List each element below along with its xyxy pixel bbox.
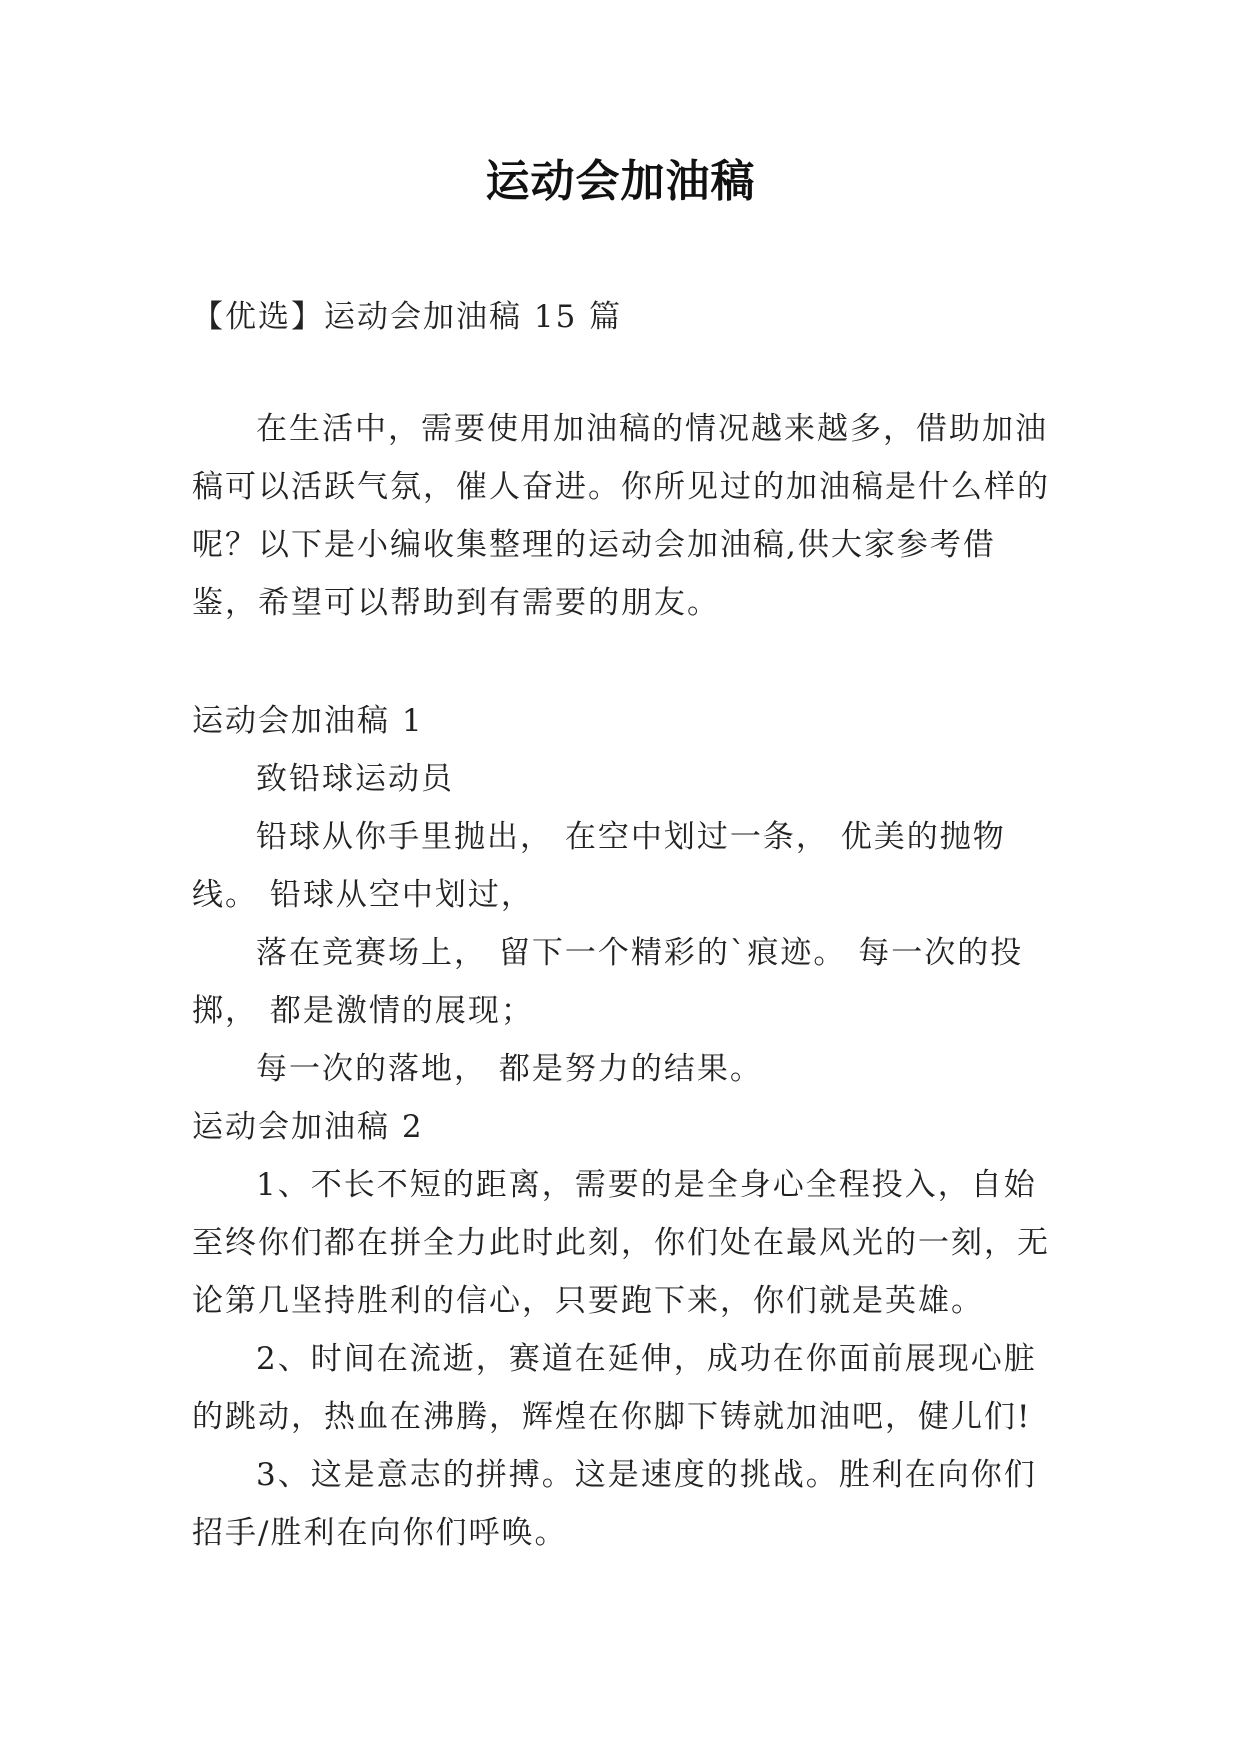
section1-line-4: 每一次的落地， 都是努力的结果。	[256, 1051, 763, 1087]
section1-line-2: 铅球从你手里抛出， 在空中划过一条， 优美的抛物线。 铅球从空中划过，	[192, 819, 1006, 913]
section2-paragraph-2: 2、时间在流逝，赛道在延伸，成功在你面前展现心脏的跳动，热血在沸腾，辉煌在你脚下铸就加油吧，健儿们!	[192, 1341, 1037, 1435]
document-body	[192, 288, 1054, 1562]
section-heading-1: 运动会加油稿 1	[192, 703, 424, 739]
section1-line-1: 致铅球运动员	[256, 761, 454, 797]
intro-paragraph: 在生活中，需要使用加油稿的情况越来越多，借助加油稿可以活跃气氛，催人奋进。你所见过的加油稿是什么样的呢？以下是小编收集整理的运动会加油稿,供大家参考借鉴，希望可以帮助到有需要的朋友。	[192, 411, 1050, 621]
document-title: 运动会加油稿	[485, 156, 756, 207]
section-heading-2: 运动会加油稿 2	[192, 1109, 424, 1145]
section1-line-3: 落在竞赛场上， 留下一个精彩的`痕迹。 每一次的投掷， 都是激情的展现；	[192, 935, 1024, 1029]
section2-paragraph-1: 1、不长不短的距离，需要的是全身心全程投入，自始至终你们都在拼全力此时此刻，你们处在最风光的一刻，无论第几坚持胜利的信心，只要跑下来，你们就是英雄。	[192, 1167, 1050, 1319]
section2-paragraph-3: 3、这是意志的拼搏。这是速度的挑战。胜利在向你们招手/胜利在向你们呼唤。	[192, 1457, 1037, 1551]
document-subtitle: 【优选】运动会加油稿 15 篇	[192, 299, 623, 335]
